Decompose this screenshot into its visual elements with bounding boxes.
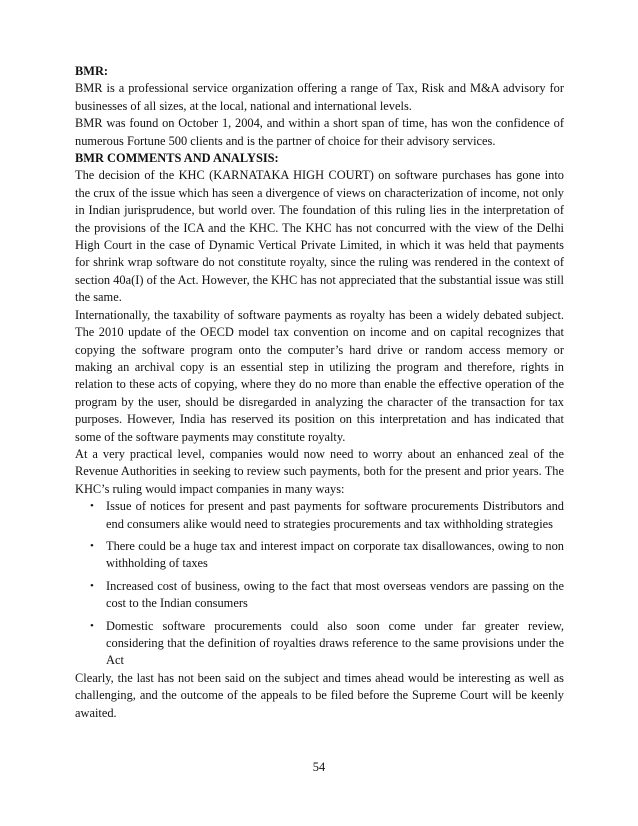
bullet-item xyxy=(75,618,564,670)
bullet-item xyxy=(75,498,564,533)
bullet-text: There could be a huge tax and interest impact on corporate tax disallowances, owing to non withholding of taxes xyxy=(106,538,564,571)
section-heading-bmr: BMR: xyxy=(75,64,109,78)
paragraph-international: Internationally, the taxability of software payments as royalty has been a widely debated subject. The 2010 update of the OECD model tax convention on income and on capital recognizes that copying the software program onto the computer’s hard drive or random access memory or making an archival copy is an essential step in utilizing the program and therefore, rights in relation to these acts of copying, where they do no more than enable the effective operation of the program by the user, should be disregarded in analyzing the character of the transaction for tax purposes. However, India has reserved its position on this interpretation and has indicated that some of the software payments may constitute royalty. xyxy=(75,307,564,444)
page-number: 54 xyxy=(312,760,326,774)
bullet-icon: • xyxy=(90,579,94,592)
document-body xyxy=(75,63,564,722)
paragraph-khc-decision: The decision of the KHC (KARNATAKA HIGH COURT) on software purchases has gone into the crux of the issue which has seen a divergence of views on characterization of income, not only in Indian jurisprudence, but world over. The foundation of this ruling lies in the interpretation of the provisions of the ICA and the KHC. The KHC has not concurred with the view of the Delhi High Court in the case of Dynamic Vertical Private Limited, in which it was held that payments for shrink wrap software do not constitute royalty, since the ruling was rendered in the context of section 40a(I) of the Act. However, the KHC has not appreciated that the substantial issue was still the same. xyxy=(75,168,564,305)
section-heading-comments: BMR COMMENTS AND ANALYSIS: xyxy=(75,151,279,166)
paragraph-bmr-founding: BMR was found on October 1, 2004, and within a short span of time, has won the confidence of numerous Fortune 500 clients and is the partner of choice for their advisory services. xyxy=(75,116,564,148)
bullet-item xyxy=(75,578,564,613)
paragraph-conclusion: Clearly, the last has not been said on the subject and times ahead would be interesting as well as challenging, and the outcome of the appeals to be filed before the Supreme Court will be keenly awaited. xyxy=(75,670,564,720)
bullet-text: Issue of notices for present and past payments for software procurements Distributors and end consumers alike would need to strategies procurements and tax withholding strategies xyxy=(106,499,564,531)
bullet-icon: • xyxy=(90,500,94,513)
bullet-icon: • xyxy=(90,539,94,552)
paragraph-practical-impact: At a very practical level, companies would now need to worry about an enhanced zeal of the Revenue Authorities in seeking to review such payments, both for the present and prior years. The KHC’s ruling would impact companies in many ways: xyxy=(75,446,564,496)
paragraph-bmr-intro: BMR is a professional service organization offering a range of Tax, Risk and M&A advisory for businesses of all sizes, at the local, national and international levels. xyxy=(75,81,564,113)
bullet-text: Domestic software procurements could also soon come under far greater review, considering that the definition of royalties draws reference to the same provisions under the Act xyxy=(106,618,564,668)
bullet-text: Increased cost of business, owing to the fact that most overseas vendors are passing on the cost to the Indian consumers xyxy=(106,578,564,611)
bullet-icon: • xyxy=(90,619,94,632)
bullet-item xyxy=(75,538,564,573)
impact-bullet-list xyxy=(75,498,564,670)
